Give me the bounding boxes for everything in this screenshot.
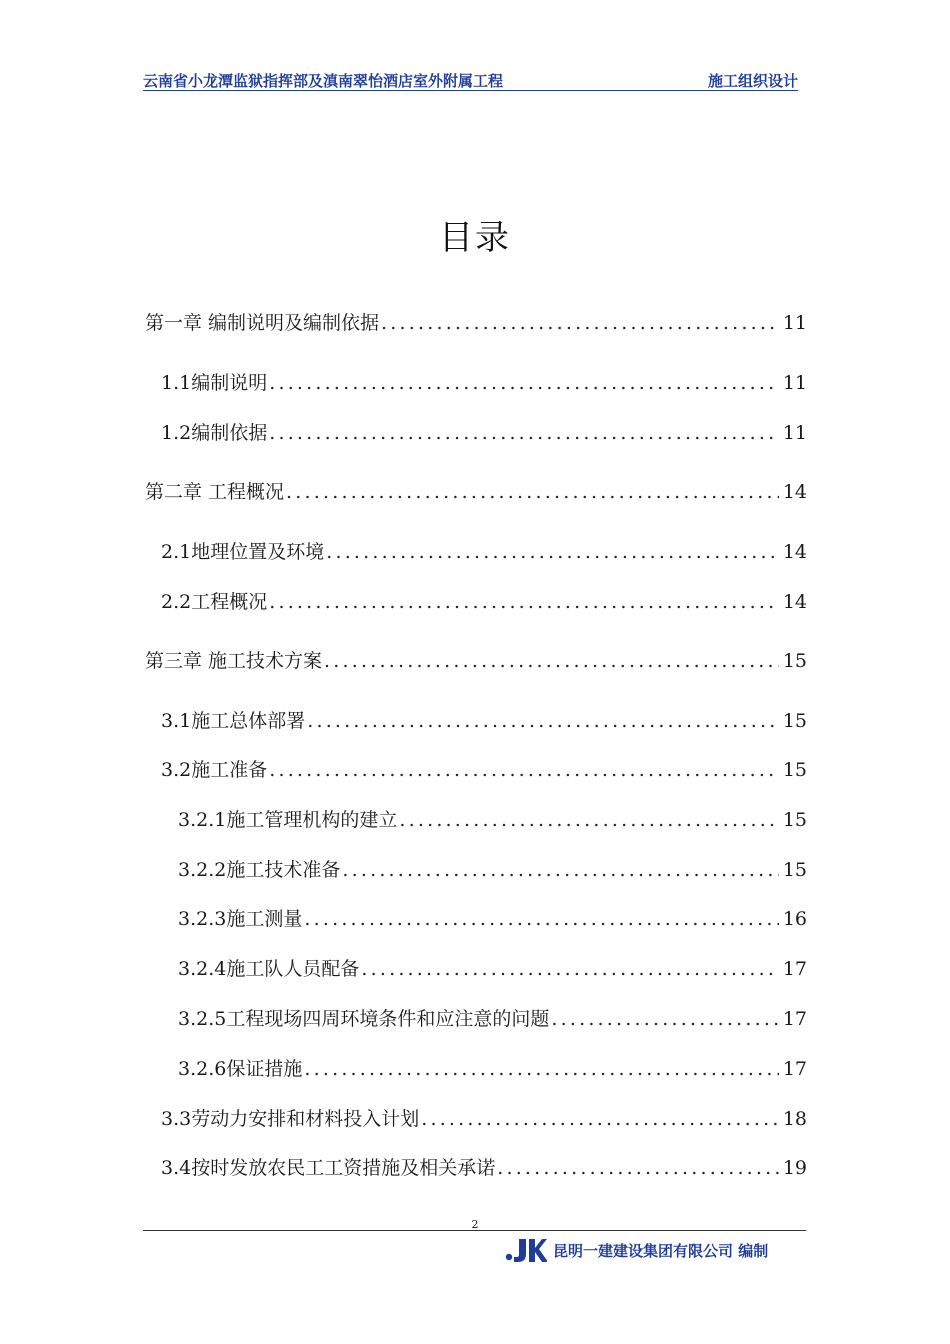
toc-leader-dots: [551, 1008, 778, 1030]
toc-entry-label: 第一章 编制说明及编制依据: [145, 312, 380, 334]
toc-entry[interactable]: [145, 805, 807, 835]
page-header: [143, 68, 798, 91]
toc-entry[interactable]: [145, 308, 807, 338]
toc-leader-dots: [269, 372, 779, 394]
toc-entry-page: 19: [782, 1157, 807, 1179]
toc-leader-dots: [497, 1157, 779, 1179]
toc-entry-label: 3.2.5工程现场四周环境条件和应注意的问题: [178, 1008, 550, 1030]
toc-leader-dots: [304, 908, 778, 930]
toc-entry-page: 11: [782, 372, 807, 394]
toc-entry-label: 3.2.6保证措施: [178, 1058, 303, 1080]
toc-entry[interactable]: [145, 1054, 807, 1084]
toc-entry-page: 15: [782, 759, 807, 781]
toc-entry-label: 3.2.3施工测量: [178, 908, 303, 930]
toc-leader-dots: [361, 958, 778, 980]
toc-leader-dots: [307, 710, 779, 732]
toc-entry-page: 14: [782, 591, 807, 613]
toc-entry[interactable]: [145, 1153, 807, 1183]
toc-entry-label: 1.1编制说明: [161, 372, 268, 394]
toc-entry-page: 18: [782, 1108, 807, 1130]
toc-entry-page: 16: [782, 908, 807, 930]
toc-entry[interactable]: [145, 706, 807, 736]
toc-entry-page: 17: [782, 1008, 807, 1030]
page-number: 2: [471, 1218, 479, 1231]
toc-entry-page: 15: [782, 650, 807, 672]
header-document-type: 施工组织设计: [707, 72, 798, 90]
toc-entry-page: 11: [782, 422, 807, 444]
toc-entry-label: 3.1施工总体部署: [161, 710, 306, 732]
toc-entry-page: 15: [782, 859, 807, 881]
toc-entry-page: 15: [782, 809, 807, 831]
toc-entry-label: 1.2编制依据: [161, 422, 268, 444]
toc-leader-dots: [381, 312, 779, 334]
toc-entry[interactable]: [145, 1104, 807, 1134]
toc-entry-label: 3.3劳动力安排和材料投入计划: [161, 1108, 420, 1130]
toc-leader-dots: [286, 481, 779, 503]
toc-entry-label: 3.2.2施工技术准备: [178, 859, 341, 881]
toc-entry[interactable]: [145, 477, 807, 507]
toc-entry[interactable]: [145, 587, 807, 617]
toc-entry-label: 2.1地理位置及环境: [161, 541, 325, 563]
toc-entry-label: 3.4按时发放农民工工资措施及相关承诺: [161, 1157, 496, 1179]
toc-leader-dots: [269, 422, 779, 444]
toc-entry-page: 15: [782, 710, 807, 732]
toc-entry-page: 11: [782, 312, 807, 334]
toc-entry[interactable]: [145, 1004, 807, 1034]
footer-brand: [505, 1236, 768, 1264]
toc-leader-dots: [304, 1058, 778, 1080]
toc-entry[interactable]: [145, 855, 807, 885]
toc-entry[interactable]: [145, 646, 807, 676]
toc-entry-page: 14: [782, 541, 807, 563]
toc-entry-label: 第二章 工程概况: [145, 481, 285, 503]
toc-entry-label: 3.2.1施工管理机构的建立: [178, 809, 398, 831]
toc-leader-dots: [326, 541, 779, 563]
toc-entry[interactable]: [145, 537, 807, 567]
toc-leader-dots: [399, 809, 778, 831]
footer-company-text: 昆明一建建设集团有限公司 编制: [553, 1241, 769, 1260]
toc-leader-dots: [342, 859, 778, 881]
toc-entry-label: 3.2.4施工队人员配备: [178, 958, 360, 980]
toc-entry-page: 17: [782, 958, 807, 980]
footer-divider: [143, 1230, 806, 1231]
toc-entry-label: 2.2工程概况: [161, 591, 268, 613]
page-title: 目录: [439, 218, 511, 258]
toc-entry[interactable]: [145, 954, 807, 984]
toc-entry-label: 3.2施工准备: [161, 759, 268, 781]
toc-entry-label: 第三章 施工技术方案: [145, 650, 323, 672]
toc-entry[interactable]: [145, 755, 807, 785]
toc-leader-dots: [269, 591, 779, 613]
toc-leader-dots: [421, 1108, 779, 1130]
header-project-name: 云南省小龙潭监狱指挥部及滇南翠怡酒店室外附属工程: [143, 72, 504, 90]
toc-entry-page: 17: [782, 1058, 807, 1080]
toc-leader-dots: [269, 759, 779, 781]
company-logo-icon: [505, 1237, 547, 1263]
toc-entry[interactable]: [145, 418, 807, 448]
toc-entry-page: 14: [782, 481, 807, 503]
toc-entry[interactable]: [145, 904, 807, 934]
toc-leader-dots: [324, 650, 779, 672]
toc-entry[interactable]: [145, 368, 807, 398]
